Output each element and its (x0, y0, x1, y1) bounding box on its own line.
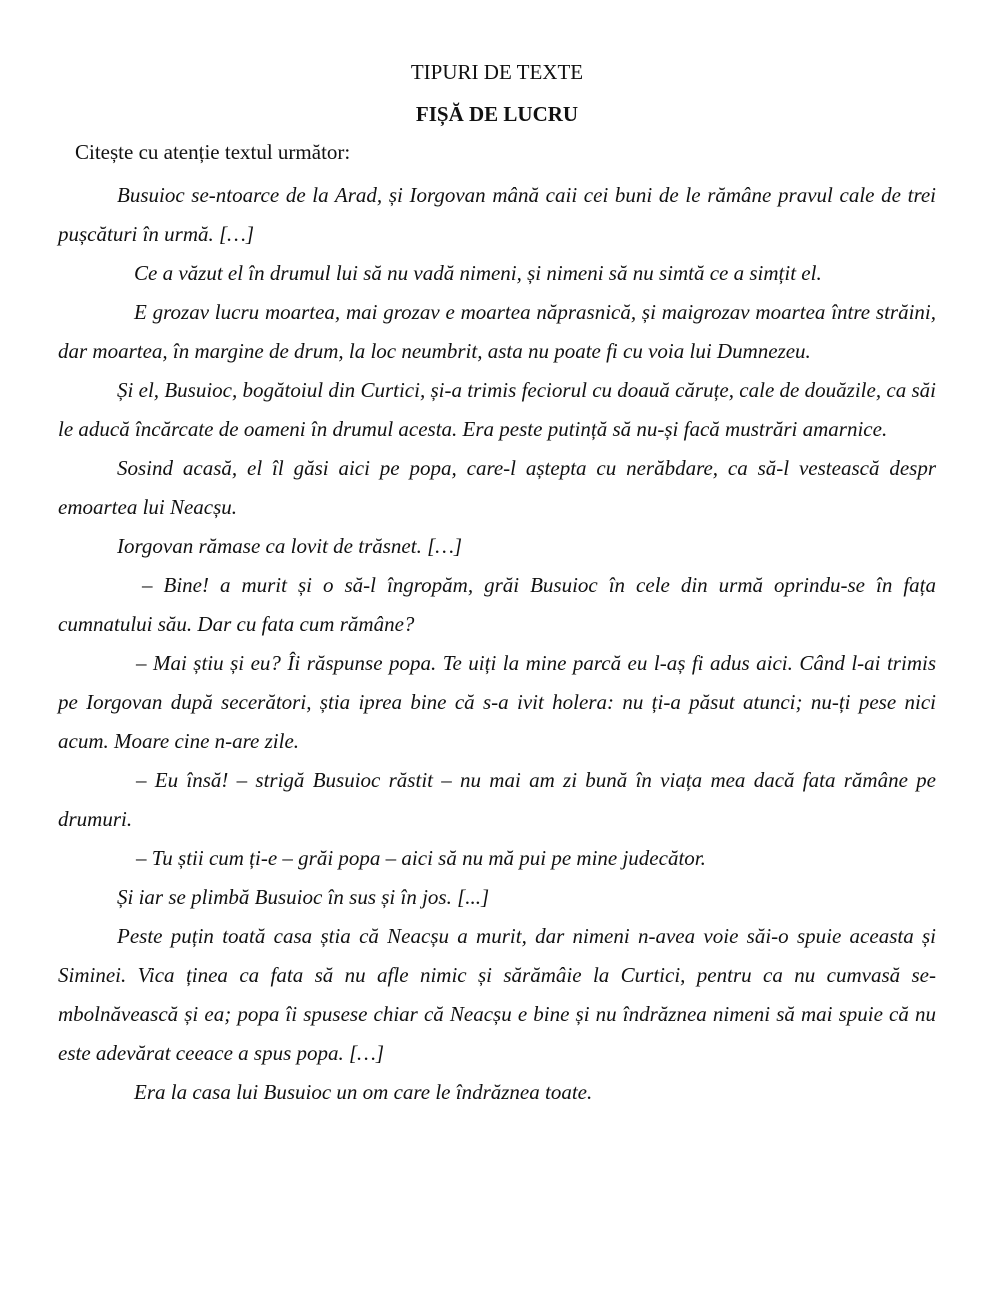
instruction-text: Citește cu atenție textul următor: (75, 140, 351, 164)
page-title: TIPURI DE TEXTE (410, 60, 584, 84)
paragraph: Și el, Busuioc, bogătoiul din Curtici, și-a trimis feciorul cu doauă căruțe, cale de douăzile, ca săi le aducă încărcate de oameni în drumul acesta. Era peste putință să nu-și facă mustrări amarnice. (58, 378, 936, 441)
paragraph: Sosind acasă, el îl găsi aici pe popa, care-l aștepta cu nerăbdare, ca să-l vestească despr emoartea lui Neacșu. (58, 456, 936, 519)
paragraph: Era la casa lui Busuioc un om care le îndrăznea toate. (134, 1080, 593, 1104)
dialogue-line: – Bine! a murit și o să-l îngropăm, grăi Busuioc în cele din urmă oprindu-se în fața cumnatului său. Dar cu fata cum rămâne? (58, 573, 936, 636)
text-excerpt (58, 176, 936, 1112)
paragraph: Iorgovan rămase ca lovit de trăsnet. […] (117, 534, 463, 558)
page-subtitle: FIȘĂ DE LUCRU (415, 102, 579, 126)
dialogue-line: – Eu însă! – strigă Busuioc răstit – nu mai am zi bună în viața mea dacă fata rămâne pe drumuri. (58, 768, 936, 831)
paragraph: Ce a văzut el în drumul lui să nu vadă nimeni, și nimeni să nu simtă ce a simțit el. (134, 261, 822, 285)
dialogue-line: – Tu știi cum ți-e – grăi popa – aici să nu mă pui pe mine judecător. (136, 846, 706, 870)
paragraph: Peste puțin toată casa știa că Neacșu a murit, dar nimeni n-avea voie săi-o spuie aceasta și Siminei. Vica ținea ca fata să nu afle nimic și sărămâie la Curtici, pentru ca nu cumvasă se-mbolnăvească și ea; popa îi spusese chiar că Neacșu e bine și nu îndrăznea nimeni să mai spuie că nu este adevărat ceeace a spus popa. […] (58, 924, 936, 1065)
paragraph: E grozav lucru moartea, mai grozav e moartea năprasnică, și maigrozav moartea între străini, dar moartea, în margine de drum, la loc neumbrit, asta nu poate fi cu voia lui Dumnezeu. (58, 300, 936, 363)
paragraph: Și iar se plimbă Busuioc în sus și în jos. [...] (117, 885, 490, 909)
dialogue-line: – Mai știu și eu? Îi răspunse popa. Te uiți la mine parcă eu l-aș fi adus aici. Când l-ai trimis pe Iorgovan după secerători, știa iprea bine că s-a ivit holera: nu ți-a păsut atunci; nu-ți pese nici acum. Moare cine n-are zile. (58, 651, 936, 753)
paragraph: Busuioc se-ntoarce de la Arad, și Iorgovan mână caii cei buni de le rămâne pravul cale de trei pușcături în urmă. […] (58, 183, 936, 246)
